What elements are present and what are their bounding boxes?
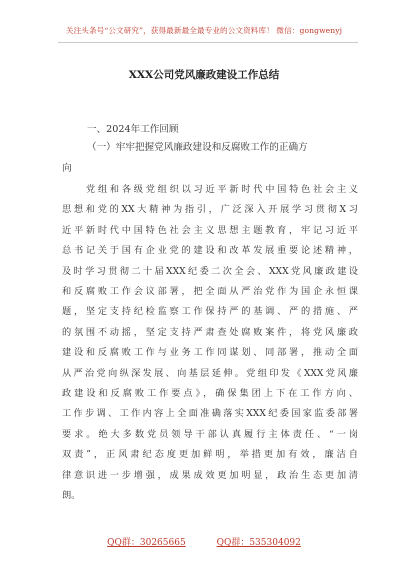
promo-banner: 关注头条号“公文研究”，获得最新最全最专业的公文资料库！ 微信：gongwenyj bbox=[65, 26, 343, 35]
document-title: XXX公司党风廉政建设工作总结 bbox=[128, 69, 280, 81]
paragraph-line: 政建设和反腐败工作要点》，确保集团上下在工作方向、 bbox=[62, 388, 358, 400]
paragraph-line: 总书记关于国有企业党的建设和改革发展重要论述精神， bbox=[62, 245, 358, 257]
subsection-heading-line: （一）牢牢把握党风廉政建设和反腐败工作的正确方 bbox=[87, 142, 308, 153]
paragraph-line: 律意识进一步增强，成果成效更加明显，政治生态更加清 bbox=[62, 469, 358, 481]
section-heading: 一、2024年工作回顾 bbox=[87, 124, 179, 135]
paragraph-line: 双责”，正风肃纪态度更加鲜明，举措更加有效，廉洁自 bbox=[62, 449, 358, 461]
paragraph-line: 党组和各级党组织以习近平新时代中国特色社会主义 bbox=[86, 184, 358, 195]
subsection-heading-line: 向 bbox=[62, 162, 72, 174]
paragraph-line: 思想和党的XX大精神为指引，广泛深入开展学习贯彻X习 bbox=[62, 204, 358, 216]
subsection-heading bbox=[62, 138, 357, 179]
body-paragraph bbox=[62, 180, 358, 507]
paragraph-line: 近平新时代中国特色社会主义思想主题教育，牢记习近平 bbox=[62, 224, 358, 236]
qq-group-link[interactable]: QQ群：535304092 bbox=[216, 538, 301, 548]
paragraph-line: 工作步调、工作内容上全面准确落实XXX纪委国家监委部署 bbox=[62, 408, 358, 420]
paragraph-line: 题，坚定支持纪检监察工作保持严的基调、严的措施、严 bbox=[62, 306, 358, 318]
paragraph-line: 建设和反腐败工作与业务工作同谋划、同部署，推动全面 bbox=[62, 347, 358, 359]
header-divider bbox=[58, 42, 358, 43]
paragraph-line: 的氛围不动摇，坚定支持严肃查处腐败案件，将党风廉政 bbox=[62, 326, 358, 338]
paragraph-line: 及时学习贯彻二十届XXX纪委二次全会、XXX党风廉政建设 bbox=[62, 265, 358, 277]
qq-group-link[interactable]: QQ群：30265665 bbox=[107, 538, 186, 548]
paragraph-line: 要求。绝大多数党员领导干部认真履行主体责任、“一岗 bbox=[62, 428, 358, 440]
paragraph-line: 和反腐败工作会议部署，把全面从严治党作为国企永恒课 bbox=[62, 286, 358, 298]
paragraph-line: 从严治党向纵深发展、向基层延伸。党组印发《XXX党风廉 bbox=[62, 367, 358, 379]
paragraph-line: 朗。 bbox=[62, 490, 81, 502]
footer-contact bbox=[0, 535, 408, 548]
